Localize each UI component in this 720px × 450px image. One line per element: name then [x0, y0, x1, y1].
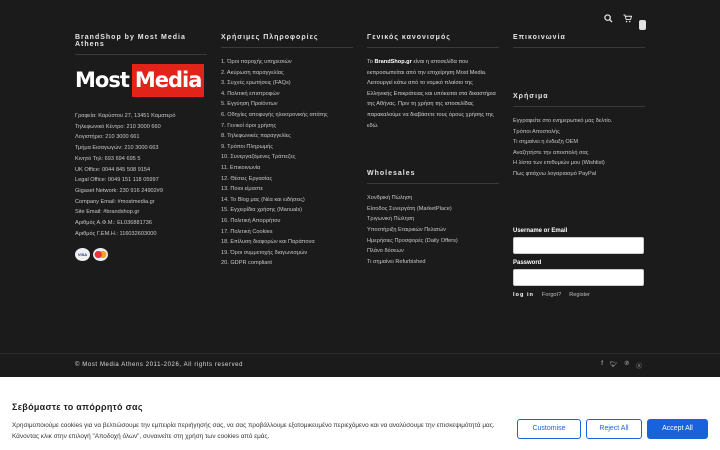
useful-link[interactable]: Τρόποι Αποστολής [513, 128, 560, 135]
useful-link[interactable]: Τι σημαίνει η ένδειξη OEM [513, 139, 579, 146]
company-column [75, 34, 207, 261]
copyright-text: © Most Media Athens 2011-2026, All rights reserved [75, 362, 244, 368]
contact-line: Τμήμα Εισαγωγών: 210 3000 663 [75, 145, 159, 152]
password-label: Password [513, 259, 542, 266]
info-link[interactable]: 3. Συχνές ερωτήσεις (FAQs) [221, 80, 291, 87]
info-link[interactable]: 8. Τηλεφωνικές παραγγελίες [221, 133, 291, 140]
brand-name: BrandShop.gr [374, 59, 412, 65]
regulation-title: Γενικός κανονισμός [367, 34, 499, 48]
wholesale-link[interactable]: Ημερήσιες Προσφορές (Daily Offers) [367, 237, 458, 244]
info-link[interactable]: 19. Όροι συμμετοχής διαγωνισμών [221, 249, 308, 256]
contact-line: UK Office: 0044 845 508 9154 [75, 166, 151, 173]
most-media-logo[interactable]: Most Media [75, 64, 175, 97]
regulation-column [367, 34, 499, 267]
cookie-text: Χρησιμοποιούμε cookies για να βελτιώσουμε την εμπειρία περιήγησής σας, να σας προβάλλουμε εξατομικευμένο περιεχόμενο και να αναλύσουμε την επισκεψιμότητά μας. Κάνοντας κλικ στην επιλογή "Αποδοχή όλων", συναινείτε στη χρήση των cookies από εμάς. [12, 422, 495, 440]
footer-columns [75, 0, 645, 350]
company-column-title: BrandShop by Most Media Athens [75, 34, 207, 55]
cart-count-badge: 0 [639, 20, 645, 30]
contact-line: Αριθμός Α.Φ.Μ.: EL036881736 [75, 220, 153, 227]
contact-line: Αριθμός Γ.ΕΜ.Η.: 116032603000 [75, 230, 157, 237]
info-link[interactable]: 20. GDPR compliant [221, 260, 272, 267]
useful-link[interactable]: Εγγραφείτε στο ενημερωτικό μας δελτίο. [513, 118, 613, 124]
register-link[interactable]: Register [569, 291, 591, 298]
info-link[interactable]: 9. Τρόποι Πληρωμής [221, 143, 273, 150]
accept-all-button[interactable]: Accept All [647, 419, 708, 439]
wholesale-link[interactable]: Υποστήριξη Εταιρικών Πελατών [367, 226, 446, 233]
facebook-icon[interactable]: f [601, 361, 603, 367]
contact-title: Επικοινωνία [513, 34, 645, 48]
cookie-banner [0, 377, 720, 450]
contact-line: Κινητό Τηλ: 693 694 695 5 [75, 155, 141, 162]
info-link[interactable]: 13. Ποιοι είμαστε [221, 186, 263, 193]
info-link[interactable]: 12. Θέσεις Εργασίας [221, 175, 273, 182]
info-link[interactable]: 6. Οδηγίες αποφυγής ηλεκτρονικής απάτης [221, 111, 328, 118]
username-input[interactable] [513, 237, 644, 254]
mastercard-icon [93, 248, 108, 261]
info-link[interactable]: 4. Πολιτική επιστροφών [221, 90, 280, 97]
copyright-bar [0, 353, 720, 375]
visa-card-icon: VISA [75, 248, 90, 261]
login-button[interactable]: log in [513, 291, 534, 298]
contact-line: Site Email: #brandshop.gr [75, 209, 140, 216]
useful-link[interactable]: Η λίστα των επιθυμιών μου (Wishlist) [513, 160, 605, 167]
contact-column [513, 34, 645, 298]
contact-line: Legal Office: 0049 151 118 05997 [75, 177, 159, 184]
login-form [513, 228, 645, 298]
password-input[interactable] [513, 269, 644, 286]
wholesale-link[interactable]: Τι σημαίνει Refurbished [367, 258, 426, 265]
useful-info-list [221, 57, 353, 269]
cookie-title: Σεβόμαστε το απόρρητό σας [12, 402, 143, 412]
wholesale-link[interactable]: Είσοδος Συνεργάτη (MarketPlace) [367, 205, 452, 212]
info-link[interactable]: 5. Εγγύηση Προϊόντων [221, 101, 278, 108]
forgot-link[interactable]: Forgot? [541, 291, 562, 298]
useful-link[interactable]: Πως φτιάχνω λογαριασμό PayPal [513, 170, 597, 177]
wholesale-link[interactable]: Τριγωνική Πώληση [367, 216, 415, 223]
login-actions [513, 292, 645, 298]
info-link[interactable]: 18. Επίλυση διαφορών και Παράπονα [221, 239, 315, 246]
info-link[interactable]: 1. Όροι παροχής υπηρεσιών [221, 59, 292, 65]
pinterest-icon[interactable]: ℗ [624, 361, 629, 367]
wholesale-link[interactable]: Χονδρική Πώληση [367, 195, 413, 202]
reject-all-button[interactable]: Reject All [586, 419, 642, 439]
useful-link[interactable]: Αναζητήστε την αποστολή σας [513, 149, 589, 156]
twitter-icon[interactable]: 🐦︎ [609, 362, 618, 368]
wholesale-link[interactable]: Πλάνο δόσεων [367, 248, 404, 255]
username-label: Username or Email [513, 227, 568, 234]
contact-line: Λογιστήριο: 210 3000 661 [75, 134, 140, 141]
useful-list [513, 116, 645, 180]
info-link[interactable]: 16. Πολιτική Απορρήτου [221, 217, 281, 224]
contact-line: Τηλεφωνικό Κέντρο: 210 3000 660 [75, 123, 161, 130]
social-links [601, 361, 642, 370]
company-contact-lines [75, 111, 207, 239]
useful-info-column [221, 34, 353, 269]
useful-title: Χρήσιμα [513, 93, 645, 107]
info-link[interactable]: 14. To Blog μας (Νέα και ειδήσεις) [221, 196, 305, 203]
payment-cards [75, 248, 207, 261]
info-link[interactable]: 17. Πολιτική Cookies [221, 228, 273, 235]
info-link[interactable]: 2. Ακύρωση παραγγελίας [221, 69, 284, 76]
contact-line: Γραφεία: Καρύστου 27, 13451 Καματερό [75, 113, 176, 119]
wholesales-title: Wholesales [367, 170, 499, 184]
contact-line: Gigaset Network: 230 916 24902#9 [75, 187, 164, 194]
customise-button[interactable]: Customise [517, 419, 581, 439]
info-link[interactable]: 7. Γενικοί όροι χρήσης [221, 122, 277, 129]
wholesales-list [367, 193, 499, 267]
regulation-text: Το BrandShop.gr είναι η ιστοσελίδα που εκπροσωπείται από την επιχείρηση Most Media. Λειτουργεί κάτω από το νομικό πλαίσιο της Ελληνικής Επικράτειας και υπόκειται στα δικαστήρια της Αθήνας. Πριν τη χρήση της ιστοσελίδας παρακαλούμε να διαβάσετε τους όρους χρήσης της εδώ. [367, 59, 496, 129]
skype-icon[interactable]: Ⓢ [635, 364, 642, 370]
useful-info-title: Χρήσιμες Πληροφορίες [221, 34, 353, 48]
info-link[interactable]: 10. Συνεργαζόμενες Τράπεζες [221, 154, 296, 161]
info-link[interactable]: 15. Εγχειρίδια χρήσης (Manuals) [221, 207, 303, 214]
info-link[interactable]: 11. Επικοινωνία [221, 164, 261, 171]
contact-line: Company Email: #mostmedia.gr [75, 198, 155, 205]
